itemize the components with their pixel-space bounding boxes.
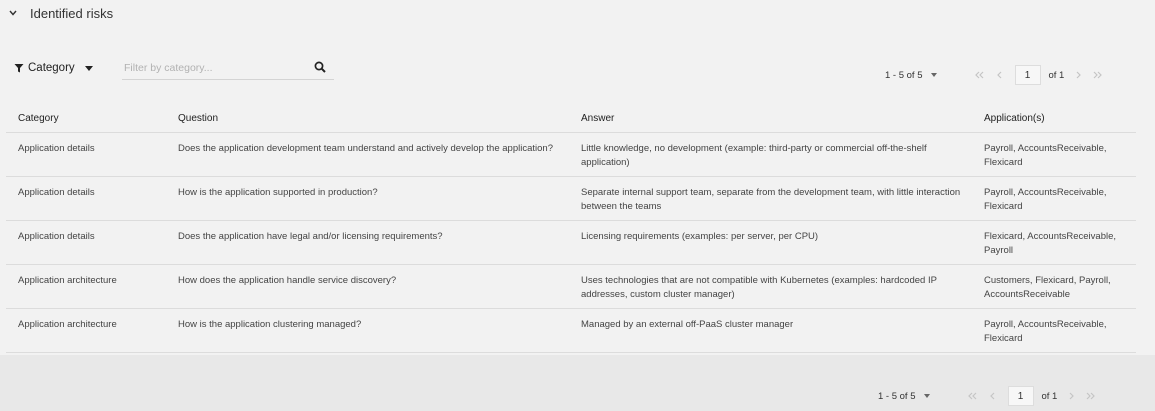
column-header-answer[interactable]: Answer <box>569 106 972 132</box>
previous-page-icon[interactable] <box>990 392 995 400</box>
pagination-bottom-range: 1 - 5 of 5 <box>878 390 916 402</box>
caret-down-icon <box>931 73 937 77</box>
first-page-icon[interactable] <box>968 392 977 400</box>
previous-page-icon[interactable] <box>997 71 1002 79</box>
cell-question: Does the application have legal and/or licensing requirements? <box>166 220 569 264</box>
last-page-icon[interactable] <box>1093 71 1102 79</box>
cell-applications: Payroll, AccountsReceivable, Flexicard <box>972 308 1136 352</box>
cell-question: Does the application development team understand and actively develop the application? <box>166 132 569 176</box>
filter-icon <box>14 63 24 73</box>
cell-question: How is the application clustering managed? <box>166 308 569 352</box>
cell-answer: Licensing requirements (examples: per server, per CPU) <box>569 220 972 264</box>
caret-down-icon <box>924 394 930 398</box>
cell-applications: Flexicard, AccountsReceivable, Payroll <box>972 220 1136 264</box>
section-title: Identified risks <box>30 5 114 21</box>
pagination-bottom-toggle[interactable] <box>878 391 930 402</box>
first-page-icon[interactable] <box>975 71 984 79</box>
cell-applications: Customers, Flexicard, Payroll, AccountsReceivable <box>972 264 1136 308</box>
page-of-label: of 1 <box>1048 69 1065 81</box>
cell-answer: Little knowledge, no development (example: third-party or commercial off-the-shelf application) <box>569 132 972 176</box>
cell-category: Application architecture <box>6 264 166 308</box>
cell-applications: Payroll, AccountsReceivable, Flexicard <box>972 176 1136 220</box>
cell-category: Application details <box>6 176 166 220</box>
column-header-applications[interactable]: Application(s) <box>972 106 1136 132</box>
column-header-category[interactable]: Category <box>6 106 166 132</box>
table-row <box>6 264 1136 308</box>
cell-answer: Uses technologies that are not compatible with Kubernetes (examples: hardcoded IP addresses, custom cluster manager) <box>569 264 972 308</box>
next-page-icon[interactable] <box>1076 71 1081 79</box>
caret-down-icon <box>85 66 93 71</box>
pagination-top-range: 1 - 5 of 5 <box>885 69 923 81</box>
cell-applications: Payroll, AccountsReceivable, Flexicard <box>972 132 1136 176</box>
cell-question: How does the application handle service discovery? <box>166 264 569 308</box>
page-number-input[interactable]: 1 <box>1008 386 1034 406</box>
category-dropdown-label: Category <box>28 62 75 74</box>
filter-input[interactable] <box>122 62 302 74</box>
page-of-label: of 1 <box>1041 390 1058 402</box>
table-header-row <box>6 106 1136 132</box>
filter-box <box>122 56 334 80</box>
table-row <box>6 132 1136 176</box>
table-row <box>6 308 1136 352</box>
cell-answer: Separate internal support team, separate from the development team, with little interaction between the teams <box>569 176 972 220</box>
cell-question: How is the application supported in production? <box>166 176 569 220</box>
cell-category: Application details <box>6 132 166 176</box>
cell-answer: Managed by an external off-PaaS cluster manager <box>569 308 972 352</box>
category-dropdown[interactable] <box>14 56 93 80</box>
cell-category: Application architecture <box>6 308 166 352</box>
chevron-down-icon[interactable] <box>6 6 20 20</box>
pagination-bottom <box>878 386 1095 406</box>
next-page-icon[interactable] <box>1069 392 1074 400</box>
table-row <box>6 220 1136 264</box>
search-icon[interactable] <box>314 61 326 73</box>
last-page-icon[interactable] <box>1086 392 1095 400</box>
section-header[interactable] <box>0 0 1155 26</box>
cell-category: Application details <box>6 220 166 264</box>
pagination-top <box>885 65 1102 85</box>
column-header-question[interactable]: Question <box>166 106 569 132</box>
pagination-top-toggle[interactable] <box>885 70 937 81</box>
table-row <box>6 176 1136 220</box>
risks-table <box>6 106 1136 353</box>
page-number-input[interactable]: 1 <box>1015 65 1041 85</box>
